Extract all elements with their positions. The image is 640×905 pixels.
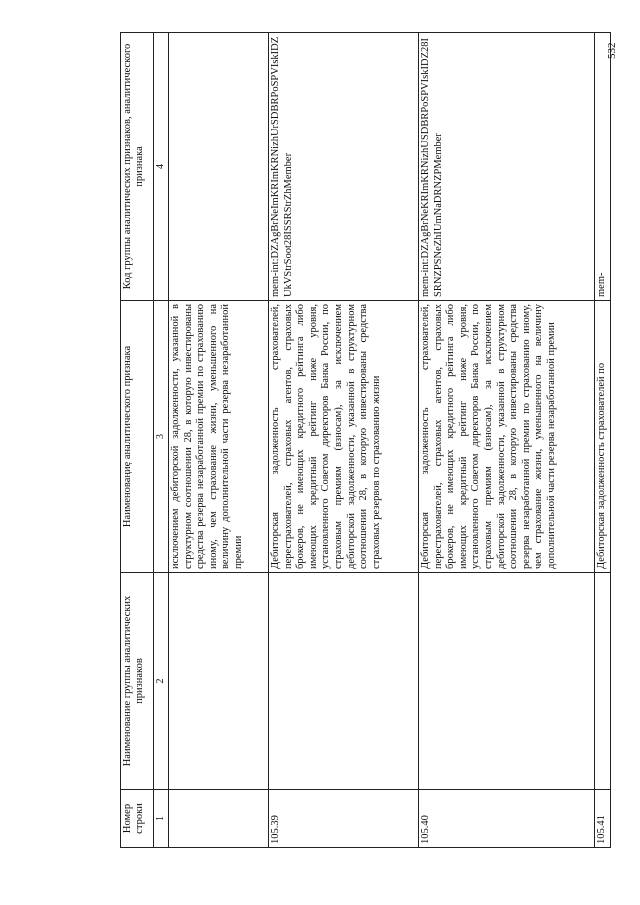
row-number: 105.39 — [269, 790, 419, 848]
page-number: 532 — [606, 42, 618, 59]
table-row — [169, 33, 269, 848]
row-code: mem-int:DZAgBrNeKRImKRNizhUSDBRPoSPVIskIDZ28ISRNZPSNeZhIUmNaDRNZPMember — [419, 33, 595, 301]
rotated-page — [120, 33, 607, 848]
row-number — [169, 790, 269, 848]
row-feature-name: Дебиторская задолженность страхователей, перестрахователей, страховых агентов, страховых брокеров, не имеющих кредитного рейтинга либо имеющих кредитный рейтинг ниже уровня, установленного Советом директоров Банка России, по страховым премиям (взносам), за исключением дебиторской задолженности, указанной в структурном соотношении 28, в которую инвестированы средства резерва незаработанной премии по страхованию иному, чем страхование жизни, уменьшенного на величину дополнительной части резерва незаработанной премии — [419, 301, 595, 573]
row-feature-name: исключением дебиторской задолженности, указанной в структурном соотношении 28, в которую инвестированы средства резерва незаработанной премии по страхованию иному, чем страхование жизни, уменьшенного на величину дополнительной части резерва незаработанной премии — [169, 301, 269, 573]
row-feature-name: Дебиторская задолженность страхователей, перестрахователей, страховых агентов, страховых брокеров, не имеющих кредитного рейтинга либо имеющих кредитный рейтинг ниже уровня, установленного Советом директоров Банка России, по страховым премиям (взносам), за исключением дебиторской задолженности, указанной в структурном соотношении 28, в которую инвестированы средства страховых резервов по страхованию жизни — [269, 301, 419, 573]
header-group-name: Наименование группы аналитических признаков — [121, 573, 154, 790]
row-code: mem-int:DZAgBrNeImKRImKRNizhUrSDBRPoSPVIskIDZUkVStrSoot28ISSRStrZhMember — [269, 33, 419, 301]
row-feature-name: Дебиторская задолженность страхователей по — [595, 301, 611, 573]
table-header-row — [121, 33, 154, 848]
column-number: 4 — [154, 33, 169, 301]
column-number-row — [154, 33, 169, 848]
row-group-name — [595, 573, 611, 790]
row-group-name — [419, 573, 595, 790]
row-group-name — [269, 573, 419, 790]
row-code: mem- — [595, 33, 611, 301]
row-number: 105.41 — [595, 790, 611, 848]
header-code: Код группы аналитических признаков, аналитического признака — [121, 33, 154, 301]
row-group-name — [169, 573, 269, 790]
column-number: 1 — [154, 790, 169, 848]
column-number: 3 — [154, 301, 169, 573]
table-row — [595, 33, 611, 848]
row-number: 105.40 — [419, 790, 595, 848]
header-feature-name: Наименование аналитического признака — [121, 301, 154, 573]
header-row-number: Номер строки — [121, 790, 154, 848]
row-code — [169, 33, 269, 301]
column-number: 2 — [154, 573, 169, 790]
analytic-features-table — [120, 32, 611, 848]
table-row — [419, 33, 595, 848]
table-row — [269, 33, 419, 848]
